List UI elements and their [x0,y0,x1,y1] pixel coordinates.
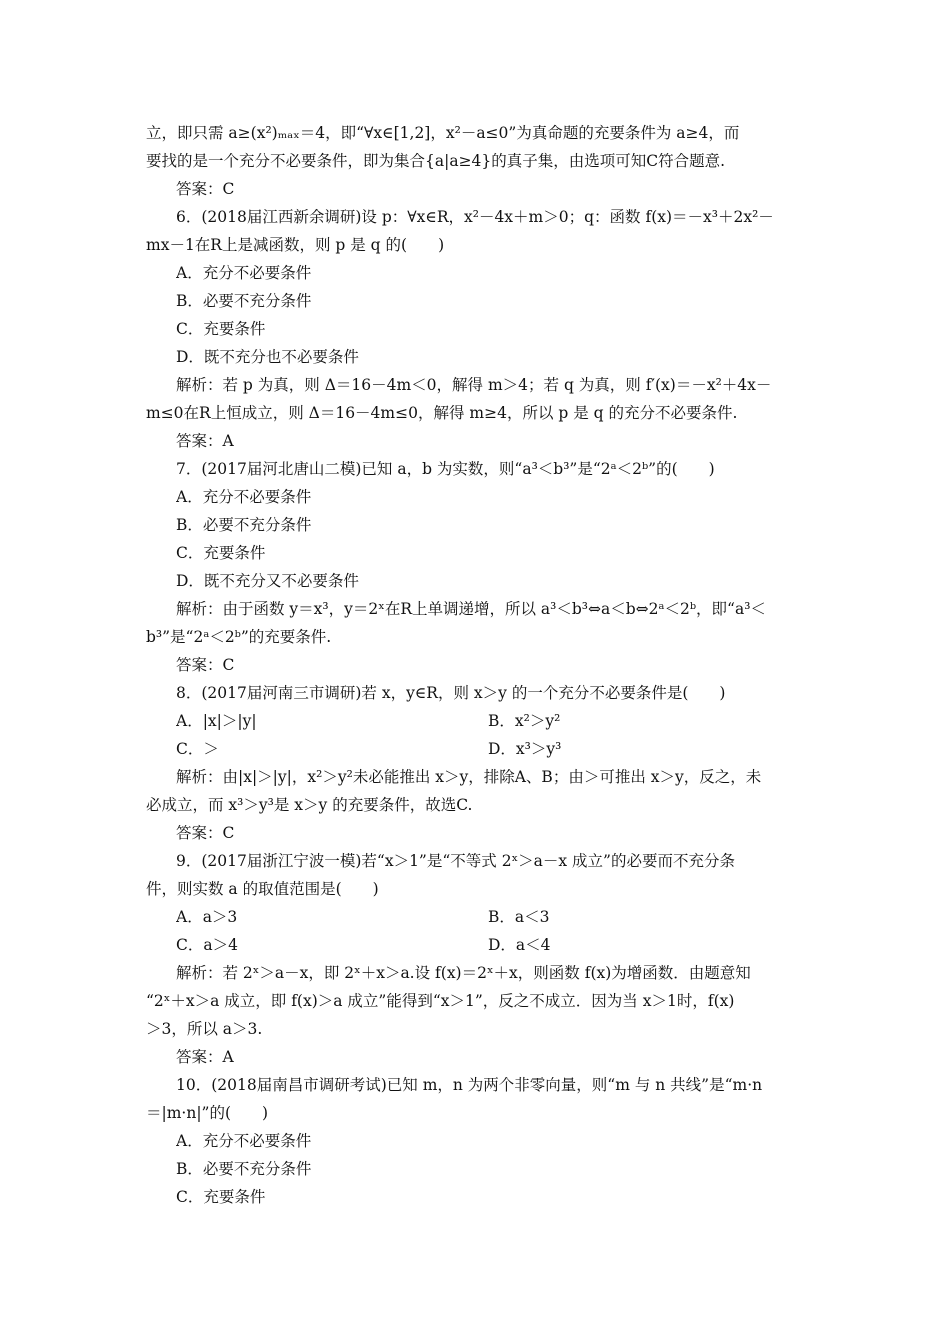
question-9-stem-cont: 件，则实数 a 的取值范围是( ) [146,880,379,898]
option-b: B．a＜3 [488,908,550,926]
option-a: A．a＞3 [176,908,238,926]
analysis-line-cont: “2ˣ＋x＞a 成立，即 f(x)＞a 成立”能得到“x＞1”，反之不成立．因为当 x＞1时，f(x) [146,992,735,1010]
option-c: C．充要条件 [176,320,266,338]
option-d: D．a＜4 [488,936,551,954]
option-a: A．充分不必要条件 [176,488,312,506]
option-c: C．充要条件 [176,544,266,562]
option-d: D．x³＞y³ [488,740,562,758]
question-8-stem: 8．(2017届河南三市调研)若 x，y∈R，则 x＞y 的一个充分不必要条件是( ) [176,684,726,702]
text-line: 要找的是一个充分不必要条件，即为集合{a|a≥4}的真子集，由选项可知C符合题意. [146,152,726,170]
answer-line: 答案：C [176,824,235,842]
option-a-text: A．|x|＞|y| [176,712,257,730]
answer-line: 答案：C [176,656,235,674]
answer-line: 答案：C [176,180,235,198]
option-d: D．既不充分又不必要条件 [176,572,359,590]
answer-line: 答案：A [176,1048,234,1066]
answer-line: 答案：A [176,432,234,450]
option-b: B．必要不充分条件 [176,292,312,310]
analysis-line-cont: 必成立，而 x³＞y³是 x＞y 的充要条件，故选C. [146,796,473,814]
option-c: C．a＞4 [176,936,238,954]
analysis-line: 解析：由|x|＞|y|，x²＞y²未必能推出 x＞y，排除A、B；由＞可推出 x＞y，反之，未 [176,768,762,786]
analysis-line: 解析：若 p 为真，则 Δ＝16－4m＜0，解得 m＞4；若 q 为真，则 f′(x)＝－x²＋4x－ [176,376,772,394]
question-9-stem: 9．(2017届浙江宁波一模)若“x＞1”是“不等式 2ˣ＞a－x 成立”的必要而不充分条 [176,852,735,870]
option-d: D．既不充分也不必要条件 [176,348,359,366]
analysis-line: 解析：若 2ˣ＞a－x，即 2ˣ＋x＞a.设 f(x)＝2ˣ＋x，则函数 f(x)为增函数．由题意知 [176,964,751,982]
question-6-stem: 6．(2018届江西新余调研)设 p：∀x∈R，x²－4x＋m＞0；q：函数 f(x)＝－x³＋2x²－ [176,208,774,226]
analysis-line-cont: m≤0在R上恒成立，则 Δ＝16－4m≤0，解得 m≥4，所以 p 是 q 的充分不必要条件. [146,404,738,422]
question-10-stem: 10．(2018届南昌市调研考试)已知 m，n 为两个非零向量，则“m 与 n 共线”是“m·n [176,1076,763,1094]
option-b: B．x²＞y² [488,712,561,730]
option-a: A．充分不必要条件 [176,264,312,282]
question-7-stem: 7．(2017届河北唐山二模)已知 a，b 为实数，则“a³＜b³”是“2ᵃ＜2ᵇ”的( ) [176,460,715,478]
analysis-line-cont: ＞3，所以 a＞3. [146,1020,263,1038]
option-c: C．＞ [176,740,219,758]
option-b: B．必要不充分条件 [176,1160,312,1178]
option-b: B．必要不充分条件 [176,516,312,534]
question-6-stem-cont: mx－1在R上是减函数，则 p 是 q 的( ) [146,236,445,254]
analysis-line: 解析：由于函数 y＝x³，y＝2ˣ在R上单调递增，所以 a³＜b³⇔a＜b⇔2ᵃ＜2ᵇ，即“a³＜ [176,600,766,618]
option-a: A．充分不必要条件 [176,1132,312,1150]
option-c: C．充要条件 [176,1188,266,1206]
question-10-stem-cont: ＝|m·n|”的( ) [146,1104,269,1122]
analysis-line-cont: b³”是“2ᵃ＜2ᵇ”的充要条件. [146,628,332,646]
text-line: 立，即只需 a≥(x²)ₘₐₓ＝4，即“∀x∈[1,2]，x²－a≤0”为真命题的充要条件为 a≥4，而 [146,124,740,142]
